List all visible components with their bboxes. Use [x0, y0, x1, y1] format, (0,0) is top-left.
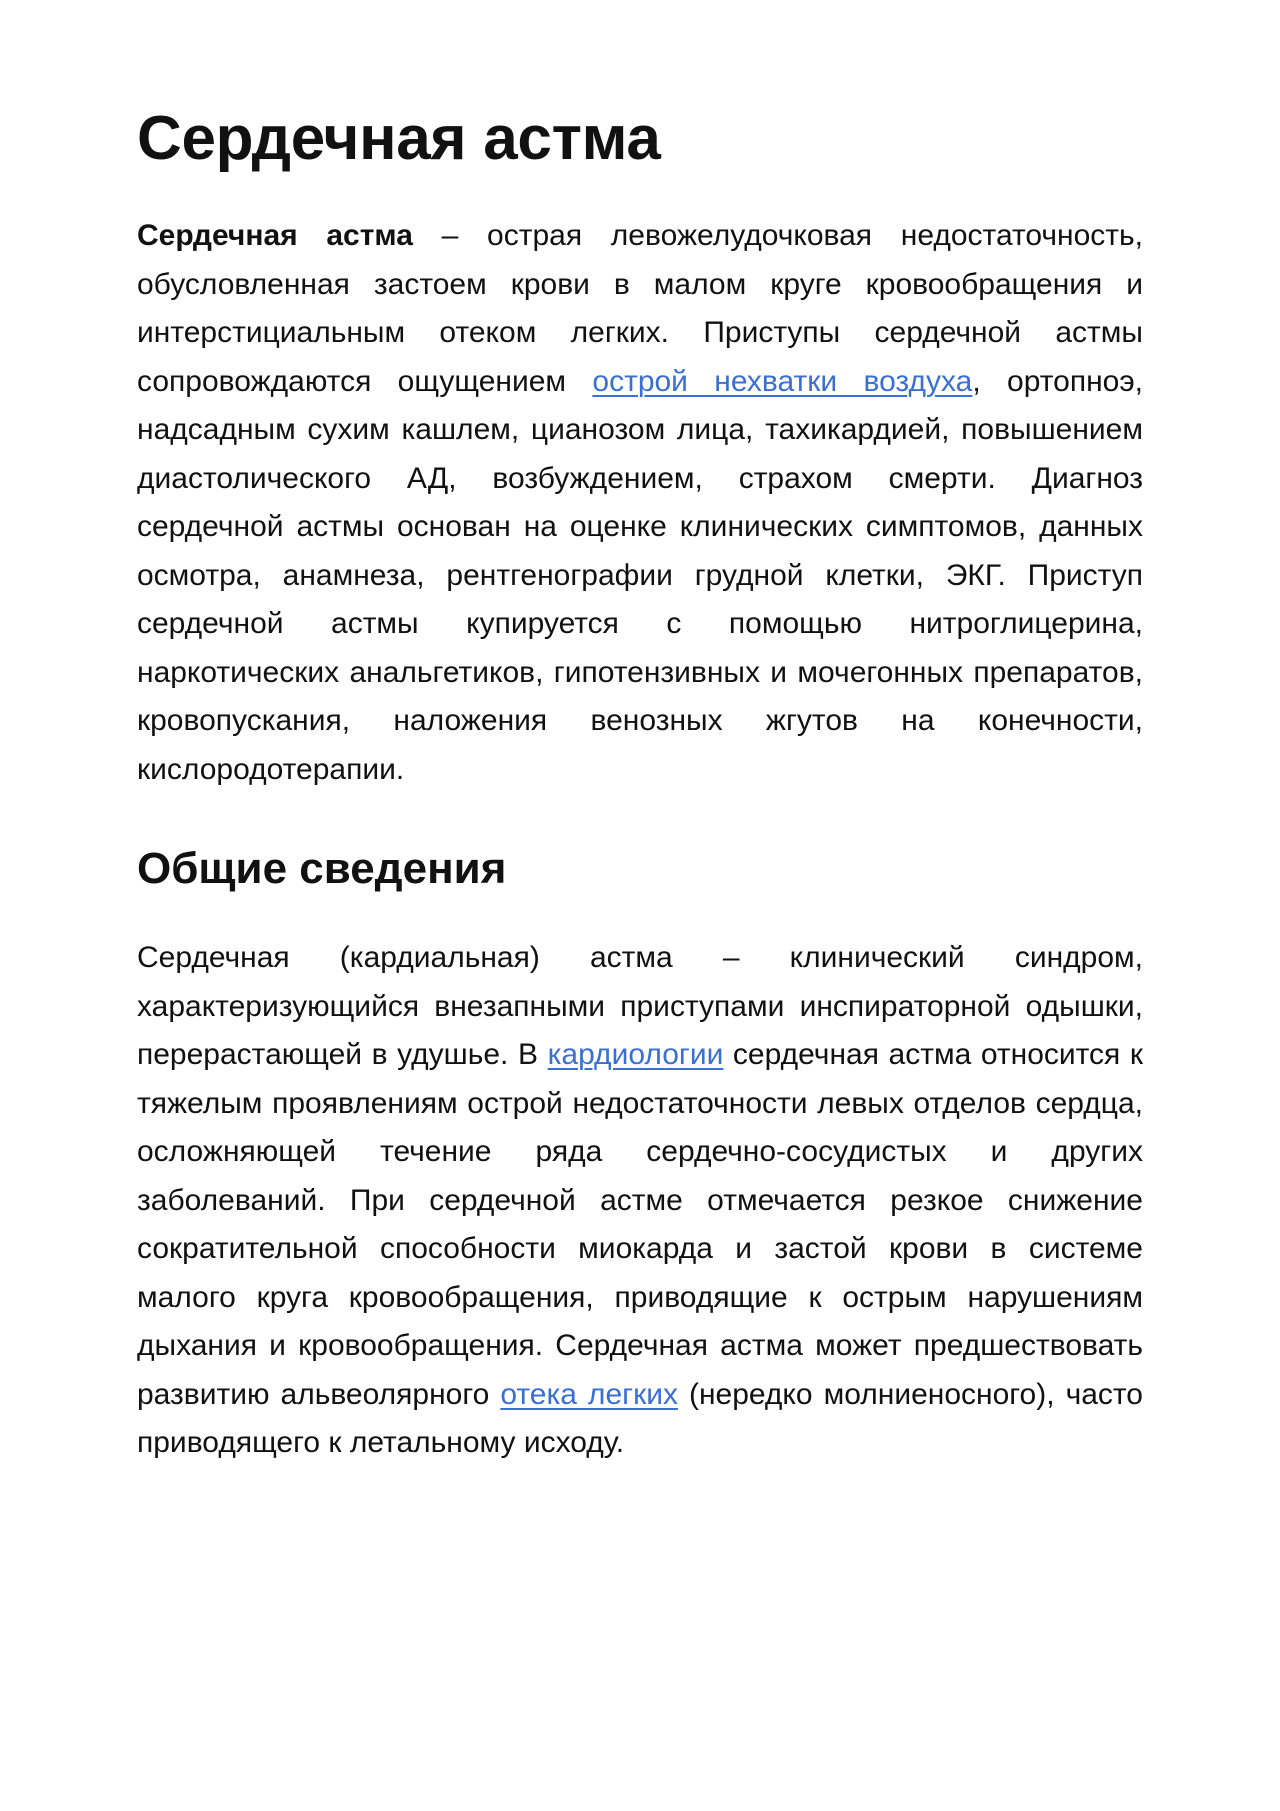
general-paragraph	[137, 934, 1143, 1468]
general-text-3: (нередко молниеносного), часто приводящего к летальному исходу.	[137, 1377, 1143, 1459]
intro-term: Сердечная астма	[137, 219, 413, 252]
intro-text-1: – острая левожелудочковая недостаточность, обусловленная застоем крови в малом круге кровообращения и интерстициальным отеком легких. Приступы сердечной астмы сопровождаются ощущением	[137, 219, 1143, 398]
intro-text-2: , ортопноэ, надсадным сухим кашлем, цианозом лица, тахикардией, повышением диастолического АД, возбуждением, страхом смерти. Диагноз сердечной астмы основан на оценке клинических симптомов, данных осмотра, анамнеза, рентгенографии грудной клетки, ЭКГ. Приступ сердечной астмы купируется с помощью нитроглицерина, наркотических анальгетиков, гипотензивных и мочегонных препаратов, кровопускания, наложения венозных жгутов на конечности, кислородотерапии.	[137, 364, 1143, 786]
link-pulmonary-edema[interactable]: отека легких	[500, 1377, 678, 1411]
section-heading-general: Общие сведения	[137, 844, 507, 893]
general-text-2: сердечная астма относится к тяжелым проявлениям острой недостаточности левых отделов сердца, осложняющей течение ряда сердечно-сосудистых и других заболеваний. При сердечной астме отмечается резкое снижение сократительной способности миокарда и застой крови в системе малого круга кровообращения, приводящие к острым нарушениям дыхания и кровообращения. Сердечная астма может предшествовать развитию альвеолярного	[137, 1038, 1143, 1411]
page-title: Сердечная астма	[137, 104, 661, 173]
link-cardiology[interactable]: кардиологии	[547, 1038, 724, 1071]
link-acute-air-shortage[interactable]: острой нехватки воздуха	[592, 364, 973, 398]
intro-paragraph	[137, 212, 1143, 794]
general-text-1: Сердечная (кардиальная) астма – клинический синдром, характеризующийся внезапными приступами инспираторной одышки, перерастающей в удушье. В	[137, 941, 1143, 1071]
